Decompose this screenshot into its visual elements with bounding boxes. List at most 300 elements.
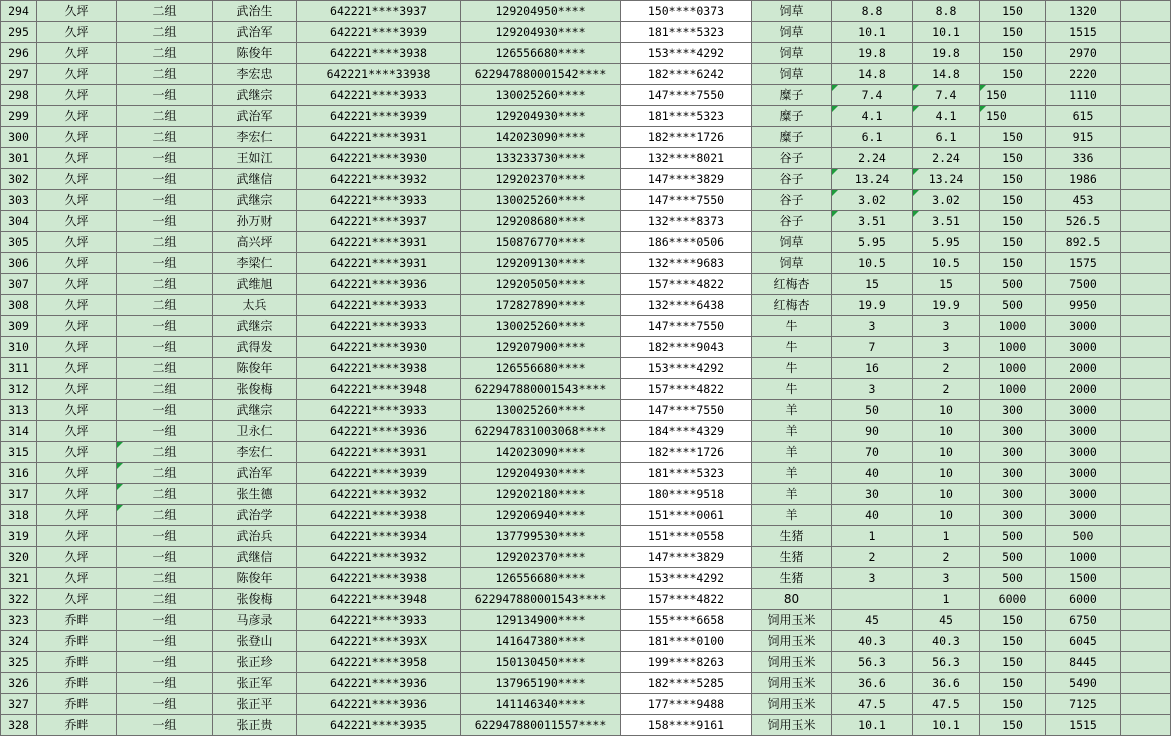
- cell-category[interactable]: 谷子: [752, 211, 832, 232]
- cell-amount[interactable]: 2970: [1046, 43, 1121, 64]
- cell-group[interactable]: 一组: [117, 421, 213, 442]
- table-row[interactable]: [1, 568, 1171, 589]
- table-row[interactable]: [1, 652, 1171, 673]
- cell-empty[interactable]: [1121, 337, 1171, 358]
- cell-account-number[interactable]: 137799530****: [461, 526, 621, 547]
- cell-unit-price[interactable]: 150: [980, 253, 1046, 274]
- cell-empty[interactable]: [1121, 43, 1171, 64]
- cell-quantity[interactable]: 45: [832, 610, 913, 631]
- cell-quantity[interactable]: 50: [832, 400, 913, 421]
- cell-row-number[interactable]: 327: [1, 694, 37, 715]
- cell-row-number[interactable]: 304: [1, 211, 37, 232]
- cell-approved-quantity[interactable]: 3: [913, 568, 980, 589]
- cell-unit-price[interactable]: 150: [980, 169, 1046, 190]
- cell-category[interactable]: 糜子: [752, 106, 832, 127]
- cell-id-number[interactable]: 642221****3958: [297, 652, 461, 673]
- cell-unit-price[interactable]: 300: [980, 442, 1046, 463]
- cell-row-number[interactable]: 318: [1, 505, 37, 526]
- cell-account-number[interactable]: 622947880001543****: [461, 589, 621, 610]
- cell-phone-number[interactable]: 151****0061: [621, 505, 752, 526]
- cell-quantity[interactable]: 3.51: [832, 211, 913, 232]
- cell-account-number[interactable]: 129204930****: [461, 463, 621, 484]
- cell-quantity[interactable]: 90: [832, 421, 913, 442]
- cell-approved-quantity[interactable]: 10.5: [913, 253, 980, 274]
- table-row[interactable]: [1, 463, 1171, 484]
- cell-approved-quantity[interactable]: 2: [913, 547, 980, 568]
- cell-account-number[interactable]: 130025260****: [461, 316, 621, 337]
- cell-quantity[interactable]: 4.1: [832, 106, 913, 127]
- cell-village[interactable]: 久坪: [37, 379, 117, 400]
- cell-unit-price[interactable]: 150: [980, 85, 1046, 106]
- cell-village[interactable]: 久坪: [37, 589, 117, 610]
- cell-name[interactable]: 武治学: [213, 505, 297, 526]
- cell-village[interactable]: 久坪: [37, 547, 117, 568]
- cell-amount[interactable]: 336: [1046, 148, 1121, 169]
- cell-amount[interactable]: 1500: [1046, 568, 1121, 589]
- table-row[interactable]: [1, 85, 1171, 106]
- cell-group[interactable]: 一组: [117, 694, 213, 715]
- cell-amount[interactable]: 453: [1046, 190, 1121, 211]
- cell-category[interactable]: 红梅杏: [752, 274, 832, 295]
- cell-amount[interactable]: 1110: [1046, 85, 1121, 106]
- cell-row-number[interactable]: 301: [1, 148, 37, 169]
- cell-group[interactable]: 二组: [117, 358, 213, 379]
- cell-empty[interactable]: [1121, 400, 1171, 421]
- cell-village[interactable]: 乔畔: [37, 715, 117, 736]
- cell-category[interactable]: 饲草: [752, 22, 832, 43]
- cell-phone-number[interactable]: 199****8263: [621, 652, 752, 673]
- table-row[interactable]: [1, 316, 1171, 337]
- cell-empty[interactable]: [1121, 421, 1171, 442]
- cell-name[interactable]: 武治生: [213, 1, 297, 22]
- cell-name[interactable]: 张正珍: [213, 652, 297, 673]
- cell-approved-quantity[interactable]: 3: [913, 337, 980, 358]
- cell-row-number[interactable]: 295: [1, 22, 37, 43]
- table-row[interactable]: [1, 379, 1171, 400]
- cell-approved-quantity[interactable]: 4.1: [913, 106, 980, 127]
- cell-account-number[interactable]: 126556680****: [461, 568, 621, 589]
- cell-name[interactable]: 马彦录: [213, 610, 297, 631]
- cell-phone-number[interactable]: 147****7550: [621, 400, 752, 421]
- cell-row-number[interactable]: 306: [1, 253, 37, 274]
- table-row[interactable]: [1, 589, 1171, 610]
- cell-id-number[interactable]: 642221****3934: [297, 526, 461, 547]
- cell-village[interactable]: 久坪: [37, 64, 117, 85]
- cell-id-number[interactable]: 642221****3936: [297, 673, 461, 694]
- cell-row-number[interactable]: 315: [1, 442, 37, 463]
- cell-village[interactable]: 乔畔: [37, 694, 117, 715]
- cell-row-number[interactable]: 320: [1, 547, 37, 568]
- cell-unit-price[interactable]: 500: [980, 295, 1046, 316]
- cell-quantity[interactable]: 40: [832, 505, 913, 526]
- cell-category[interactable]: 饲草: [752, 232, 832, 253]
- cell-phone-number[interactable]: 157****4822: [621, 274, 752, 295]
- table-row[interactable]: [1, 1, 1171, 22]
- cell-group[interactable]: 一组: [117, 400, 213, 421]
- cell-group[interactable]: 二组: [117, 568, 213, 589]
- cell-unit-price[interactable]: 150: [980, 43, 1046, 64]
- cell-category[interactable]: 80: [752, 589, 832, 610]
- cell-unit-price[interactable]: 1000: [980, 379, 1046, 400]
- cell-category[interactable]: 羊: [752, 442, 832, 463]
- table-row[interactable]: [1, 22, 1171, 43]
- cell-amount[interactable]: 1515: [1046, 22, 1121, 43]
- cell-amount[interactable]: 500: [1046, 526, 1121, 547]
- cell-row-number[interactable]: 298: [1, 85, 37, 106]
- cell-approved-quantity[interactable]: 10: [913, 505, 980, 526]
- cell-unit-price[interactable]: 1000: [980, 358, 1046, 379]
- cell-quantity[interactable]: [832, 589, 913, 610]
- cell-unit-price[interactable]: 150: [980, 106, 1046, 127]
- cell-village[interactable]: 久坪: [37, 337, 117, 358]
- table-row[interactable]: [1, 190, 1171, 211]
- cell-amount[interactable]: 3000: [1046, 484, 1121, 505]
- cell-unit-price[interactable]: 150: [980, 1, 1046, 22]
- cell-approved-quantity[interactable]: 47.5: [913, 694, 980, 715]
- cell-group[interactable]: 一组: [117, 169, 213, 190]
- cell-phone-number[interactable]: 132****8021: [621, 148, 752, 169]
- cell-account-number[interactable]: 133233730****: [461, 148, 621, 169]
- cell-row-number[interactable]: 305: [1, 232, 37, 253]
- cell-quantity[interactable]: 70: [832, 442, 913, 463]
- cell-unit-price[interactable]: 150: [980, 64, 1046, 85]
- cell-amount[interactable]: 1515: [1046, 715, 1121, 736]
- cell-row-number[interactable]: 323: [1, 610, 37, 631]
- cell-account-number[interactable]: 129205050****: [461, 274, 621, 295]
- cell-amount[interactable]: 3000: [1046, 400, 1121, 421]
- cell-phone-number[interactable]: 186****0506: [621, 232, 752, 253]
- cell-account-number[interactable]: 129204930****: [461, 106, 621, 127]
- cell-quantity[interactable]: 40: [832, 463, 913, 484]
- cell-group[interactable]: 一组: [117, 547, 213, 568]
- cell-name[interactable]: 孙万财: [213, 211, 297, 232]
- cell-group[interactable]: 一组: [117, 673, 213, 694]
- cell-village[interactable]: 久坪: [37, 148, 117, 169]
- cell-name[interactable]: 武继信: [213, 169, 297, 190]
- cell-name[interactable]: 张登山: [213, 631, 297, 652]
- cell-approved-quantity[interactable]: 10: [913, 400, 980, 421]
- cell-quantity[interactable]: 10.1: [832, 715, 913, 736]
- cell-phone-number[interactable]: 147****7550: [621, 190, 752, 211]
- cell-unit-price[interactable]: 150: [980, 652, 1046, 673]
- cell-group[interactable]: 二组: [117, 64, 213, 85]
- cell-phone-number[interactable]: 147****3829: [621, 169, 752, 190]
- cell-amount[interactable]: 3000: [1046, 337, 1121, 358]
- cell-quantity[interactable]: 2.24: [832, 148, 913, 169]
- cell-approved-quantity[interactable]: 2.24: [913, 148, 980, 169]
- cell-quantity[interactable]: 8.8: [832, 1, 913, 22]
- cell-category[interactable]: 饲草: [752, 253, 832, 274]
- cell-group[interactable]: 二组: [117, 463, 213, 484]
- table-row[interactable]: [1, 673, 1171, 694]
- cell-empty[interactable]: [1121, 652, 1171, 673]
- cell-amount[interactable]: 7500: [1046, 274, 1121, 295]
- table-row[interactable]: [1, 253, 1171, 274]
- cell-category[interactable]: 牛: [752, 337, 832, 358]
- cell-group[interactable]: 二组: [117, 379, 213, 400]
- table-row[interactable]: [1, 274, 1171, 295]
- cell-account-number[interactable]: 129204950****: [461, 1, 621, 22]
- cell-amount[interactable]: 7125: [1046, 694, 1121, 715]
- table-row[interactable]: [1, 505, 1171, 526]
- cell-empty[interactable]: [1121, 148, 1171, 169]
- cell-name[interactable]: 张生德: [213, 484, 297, 505]
- cell-quantity[interactable]: 36.6: [832, 673, 913, 694]
- cell-account-number[interactable]: 129209130****: [461, 253, 621, 274]
- cell-empty[interactable]: [1121, 610, 1171, 631]
- cell-quantity[interactable]: 15: [832, 274, 913, 295]
- cell-row-number[interactable]: 299: [1, 106, 37, 127]
- cell-account-number[interactable]: 622947880001542****: [461, 64, 621, 85]
- cell-village[interactable]: 久坪: [37, 232, 117, 253]
- cell-unit-price[interactable]: 150: [980, 715, 1046, 736]
- cell-amount[interactable]: 5490: [1046, 673, 1121, 694]
- cell-account-number[interactable]: 142023090****: [461, 127, 621, 148]
- cell-quantity[interactable]: 56.3: [832, 652, 913, 673]
- cell-quantity[interactable]: 6.1: [832, 127, 913, 148]
- cell-amount[interactable]: 3000: [1046, 505, 1121, 526]
- cell-approved-quantity[interactable]: 56.3: [913, 652, 980, 673]
- cell-village[interactable]: 久坪: [37, 85, 117, 106]
- cell-amount[interactable]: 615: [1046, 106, 1121, 127]
- cell-phone-number[interactable]: 132****8373: [621, 211, 752, 232]
- cell-empty[interactable]: [1121, 232, 1171, 253]
- cell-name[interactable]: 张俊梅: [213, 589, 297, 610]
- cell-row-number[interactable]: 308: [1, 295, 37, 316]
- cell-village[interactable]: 久坪: [37, 421, 117, 442]
- cell-amount[interactable]: 1320: [1046, 1, 1121, 22]
- cell-empty[interactable]: [1121, 379, 1171, 400]
- cell-id-number[interactable]: 642221****3935: [297, 715, 461, 736]
- cell-account-number[interactable]: 129207900****: [461, 337, 621, 358]
- cell-category[interactable]: 饲用玉米: [752, 673, 832, 694]
- cell-quantity[interactable]: 7: [832, 337, 913, 358]
- cell-phone-number[interactable]: 182****1726: [621, 127, 752, 148]
- cell-group[interactable]: 二组: [117, 232, 213, 253]
- cell-approved-quantity[interactable]: 13.24: [913, 169, 980, 190]
- cell-row-number[interactable]: 314: [1, 421, 37, 442]
- cell-group[interactable]: 二组: [117, 1, 213, 22]
- cell-row-number[interactable]: 322: [1, 589, 37, 610]
- cell-approved-quantity[interactable]: 2: [913, 379, 980, 400]
- cell-village[interactable]: 乔畔: [37, 631, 117, 652]
- table-row[interactable]: [1, 526, 1171, 547]
- cell-account-number[interactable]: 130025260****: [461, 85, 621, 106]
- cell-quantity[interactable]: 19.9: [832, 295, 913, 316]
- cell-quantity[interactable]: 1: [832, 526, 913, 547]
- cell-category[interactable]: 羊: [752, 463, 832, 484]
- cell-category[interactable]: 生猪: [752, 547, 832, 568]
- cell-group[interactable]: 一组: [117, 211, 213, 232]
- cell-village[interactable]: 久坪: [37, 358, 117, 379]
- cell-id-number[interactable]: 642221****3937: [297, 1, 461, 22]
- cell-quantity[interactable]: 14.8: [832, 64, 913, 85]
- cell-approved-quantity[interactable]: 10: [913, 484, 980, 505]
- cell-id-number[interactable]: 642221****3933: [297, 190, 461, 211]
- cell-phone-number[interactable]: 153****4292: [621, 568, 752, 589]
- cell-amount[interactable]: 1575: [1046, 253, 1121, 274]
- cell-account-number[interactable]: 126556680****: [461, 358, 621, 379]
- table-row[interactable]: [1, 547, 1171, 568]
- cell-phone-number[interactable]: 182****5285: [621, 673, 752, 694]
- cell-amount[interactable]: 526.5: [1046, 211, 1121, 232]
- cell-quantity[interactable]: 3: [832, 568, 913, 589]
- cell-account-number[interactable]: 141146340****: [461, 694, 621, 715]
- cell-village[interactable]: 久坪: [37, 22, 117, 43]
- cell-id-number[interactable]: 642221****3933: [297, 295, 461, 316]
- cell-village[interactable]: 久坪: [37, 1, 117, 22]
- cell-approved-quantity[interactable]: 8.8: [913, 1, 980, 22]
- cell-id-number[interactable]: 642221****3932: [297, 484, 461, 505]
- cell-id-number[interactable]: 642221****3933: [297, 400, 461, 421]
- cell-account-number[interactable]: 150130450****: [461, 652, 621, 673]
- cell-phone-number[interactable]: 157****4822: [621, 379, 752, 400]
- cell-account-number[interactable]: 130025260****: [461, 190, 621, 211]
- cell-phone-number[interactable]: 182****6242: [621, 64, 752, 85]
- cell-quantity[interactable]: 30: [832, 484, 913, 505]
- cell-empty[interactable]: [1121, 547, 1171, 568]
- cell-group[interactable]: 一组: [117, 715, 213, 736]
- cell-id-number[interactable]: 642221****3933: [297, 85, 461, 106]
- cell-approved-quantity[interactable]: 6.1: [913, 127, 980, 148]
- cell-name[interactable]: 武继宗: [213, 190, 297, 211]
- cell-id-number[interactable]: 642221****3931: [297, 253, 461, 274]
- cell-village[interactable]: 久坪: [37, 106, 117, 127]
- cell-id-number[interactable]: 642221****3931: [297, 232, 461, 253]
- cell-group[interactable]: 二组: [117, 295, 213, 316]
- cell-group[interactable]: 一组: [117, 316, 213, 337]
- cell-group[interactable]: 二组: [117, 274, 213, 295]
- table-row[interactable]: [1, 442, 1171, 463]
- cell-approved-quantity[interactable]: 36.6: [913, 673, 980, 694]
- cell-id-number[interactable]: 642221****3936: [297, 274, 461, 295]
- cell-row-number[interactable]: 328: [1, 715, 37, 736]
- cell-approved-quantity[interactable]: 3: [913, 316, 980, 337]
- cell-category[interactable]: 谷子: [752, 148, 832, 169]
- cell-id-number[interactable]: 642221****3936: [297, 421, 461, 442]
- cell-phone-number[interactable]: 157****4822: [621, 589, 752, 610]
- cell-group[interactable]: 一组: [117, 337, 213, 358]
- cell-quantity[interactable]: 3.02: [832, 190, 913, 211]
- cell-quantity[interactable]: 3: [832, 316, 913, 337]
- cell-empty[interactable]: [1121, 85, 1171, 106]
- cell-phone-number[interactable]: 153****4292: [621, 358, 752, 379]
- table-row[interactable]: [1, 715, 1171, 736]
- cell-id-number[interactable]: 642221****3939: [297, 22, 461, 43]
- cell-village[interactable]: 久坪: [37, 526, 117, 547]
- cell-account-number[interactable]: 137965190****: [461, 673, 621, 694]
- cell-quantity[interactable]: 2: [832, 547, 913, 568]
- cell-village[interactable]: 久坪: [37, 190, 117, 211]
- cell-unit-price[interactable]: 300: [980, 463, 1046, 484]
- cell-amount[interactable]: 3000: [1046, 421, 1121, 442]
- cell-id-number[interactable]: 642221****3931: [297, 442, 461, 463]
- cell-village[interactable]: 乔畔: [37, 673, 117, 694]
- cell-approved-quantity[interactable]: 10.1: [913, 22, 980, 43]
- cell-empty[interactable]: [1121, 253, 1171, 274]
- cell-id-number[interactable]: 642221****3939: [297, 463, 461, 484]
- cell-account-number[interactable]: 622947880001543****: [461, 379, 621, 400]
- cell-id-number[interactable]: 642221****3938: [297, 568, 461, 589]
- cell-group[interactable]: 一组: [117, 190, 213, 211]
- cell-approved-quantity[interactable]: 19.8: [913, 43, 980, 64]
- cell-approved-quantity[interactable]: 10: [913, 442, 980, 463]
- cell-category[interactable]: 羊: [752, 400, 832, 421]
- cell-group[interactable]: 二组: [117, 43, 213, 64]
- cell-category[interactable]: 羊: [752, 484, 832, 505]
- cell-account-number[interactable]: 142023090****: [461, 442, 621, 463]
- cell-name[interactable]: 陈俊年: [213, 358, 297, 379]
- cell-empty[interactable]: [1121, 169, 1171, 190]
- cell-id-number[interactable]: 642221****3933: [297, 316, 461, 337]
- cell-name[interactable]: 李宏仁: [213, 127, 297, 148]
- cell-id-number[interactable]: 642221****3948: [297, 379, 461, 400]
- cell-name[interactable]: 王如江: [213, 148, 297, 169]
- cell-amount[interactable]: 6000: [1046, 589, 1121, 610]
- cell-approved-quantity[interactable]: 45: [913, 610, 980, 631]
- cell-group[interactable]: 一组: [117, 148, 213, 169]
- cell-empty[interactable]: [1121, 505, 1171, 526]
- cell-unit-price[interactable]: 6000: [980, 589, 1046, 610]
- cell-approved-quantity[interactable]: 3.51: [913, 211, 980, 232]
- cell-empty[interactable]: [1121, 442, 1171, 463]
- cell-account-number[interactable]: 172827890****: [461, 295, 621, 316]
- cell-unit-price[interactable]: 150: [980, 127, 1046, 148]
- cell-empty[interactable]: [1121, 106, 1171, 127]
- cell-empty[interactable]: [1121, 316, 1171, 337]
- cell-name[interactable]: 卫永仁: [213, 421, 297, 442]
- cell-village[interactable]: 久坪: [37, 127, 117, 148]
- cell-approved-quantity[interactable]: 1: [913, 589, 980, 610]
- cell-phone-number[interactable]: 153****4292: [621, 43, 752, 64]
- cell-row-number[interactable]: 326: [1, 673, 37, 694]
- cell-phone-number[interactable]: 180****9518: [621, 484, 752, 505]
- cell-village[interactable]: 乔畔: [37, 610, 117, 631]
- cell-phone-number[interactable]: 147****7550: [621, 316, 752, 337]
- cell-village[interactable]: 久坪: [37, 505, 117, 526]
- cell-row-number[interactable]: 309: [1, 316, 37, 337]
- table-row[interactable]: [1, 295, 1171, 316]
- cell-empty[interactable]: [1121, 190, 1171, 211]
- cell-row-number[interactable]: 302: [1, 169, 37, 190]
- cell-quantity[interactable]: 3: [832, 379, 913, 400]
- table-row[interactable]: [1, 631, 1171, 652]
- cell-name[interactable]: 武继宗: [213, 400, 297, 421]
- cell-row-number[interactable]: 317: [1, 484, 37, 505]
- cell-id-number[interactable]: 642221****3948: [297, 589, 461, 610]
- cell-category[interactable]: 饲草: [752, 64, 832, 85]
- cell-account-number[interactable]: 129204930****: [461, 22, 621, 43]
- cell-unit-price[interactable]: 500: [980, 274, 1046, 295]
- cell-empty[interactable]: [1121, 295, 1171, 316]
- cell-phone-number[interactable]: 158****9161: [621, 715, 752, 736]
- cell-phone-number[interactable]: 181****5323: [621, 22, 752, 43]
- cell-account-number[interactable]: 141647380****: [461, 631, 621, 652]
- cell-category[interactable]: 饲用玉米: [752, 631, 832, 652]
- cell-empty[interactable]: [1121, 484, 1171, 505]
- cell-quantity[interactable]: 10.1: [832, 22, 913, 43]
- cell-approved-quantity[interactable]: 5.95: [913, 232, 980, 253]
- table-row[interactable]: [1, 106, 1171, 127]
- cell-amount[interactable]: 6750: [1046, 610, 1121, 631]
- cell-name[interactable]: 武得发: [213, 337, 297, 358]
- cell-empty[interactable]: [1121, 274, 1171, 295]
- cell-unit-price[interactable]: 300: [980, 400, 1046, 421]
- cell-approved-quantity[interactable]: 7.4: [913, 85, 980, 106]
- cell-village[interactable]: 久坪: [37, 253, 117, 274]
- cell-row-number[interactable]: 307: [1, 274, 37, 295]
- cell-village[interactable]: 久坪: [37, 316, 117, 337]
